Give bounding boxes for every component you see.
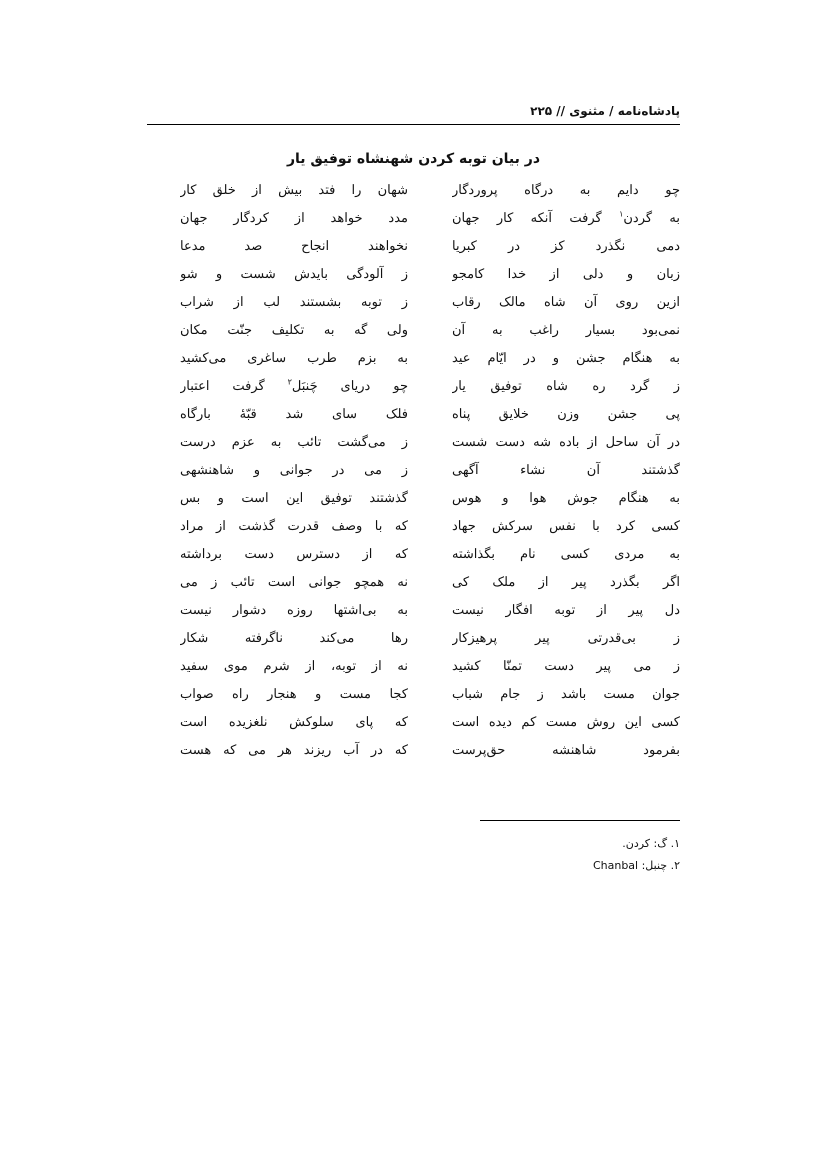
hemistich-left: ز آلودگی بایدش شست و شو (180, 267, 408, 282)
hemistich-right: گذشتند آن نشاء آگهی (452, 463, 680, 478)
couplet (180, 204, 680, 234)
hemistich-right: در آن ساحل از باده شه دست شست (452, 435, 680, 450)
couplet (180, 736, 680, 766)
hemistich-left: شهان را فتد بیش از خلق کار (180, 183, 408, 198)
hemistich-right: به مردی کسی نام بگذاشته (452, 547, 680, 562)
couplet (180, 260, 680, 290)
running-header: پادشاه‌نامه / مثنوی // ۲۲۵ (530, 104, 680, 118)
hemistich-left: ز توبه بشستند لب از شراب (180, 295, 408, 310)
hemistich-right: چو دایم به درگاه پروردگار (452, 183, 680, 198)
couplet (180, 652, 680, 682)
hemistich-left: ز می‌گشت تائب به عزم درست (180, 435, 408, 450)
footnote-marker: ۱ (619, 209, 624, 219)
hemistich-left: به بی‌اشتها روزه دشوار نیست (180, 603, 408, 618)
couplet (180, 484, 680, 514)
couplet (180, 540, 680, 570)
header-rule (147, 124, 680, 125)
hemistich-right: بفرمود شاهنشه حق‌پرست (452, 743, 680, 758)
hemistich-left: نه از توبه، از شرم موی سفید (180, 659, 408, 674)
couplet (180, 512, 680, 542)
hemistich-right: دل پیر از توبه افگار نیست (452, 603, 680, 618)
hemistich-right: ز بی‌قدرتی پیر پرهیزکار (452, 631, 680, 646)
couplet (180, 232, 680, 262)
section-title: در بیان توبه کردن شهنشاه توفیق یار (286, 151, 541, 167)
hemistich-right: کسی این روش مست کم دیده است (452, 715, 680, 730)
hemistich-left: که پای سلوکش نلغزیده است (180, 715, 408, 730)
hemistich-left: گذشتند توفیق این است و بس (180, 491, 408, 506)
couplet (180, 288, 680, 318)
couplet (180, 456, 680, 486)
hemistich-right: ز می پیر دست تمنّا کشید (452, 659, 680, 674)
hemistich-right: به گردن$^۱$ گرفت آنکه کار جهان (452, 209, 680, 226)
hemistich-right: کسی کرد با نفس سرکش جهاد (452, 519, 680, 534)
couplet (180, 372, 680, 402)
footnote-marker: ۲ (287, 377, 292, 387)
hemistich-left: که با وصف قدرت گذشت از مراد (180, 519, 408, 534)
poem (180, 176, 680, 756)
hemistich-left: که از دسترس دست برداشته (180, 547, 408, 562)
hemistich-left: رها می‌کند ناگرفته شکار (180, 631, 408, 646)
couplet (180, 176, 680, 206)
footnote: ۱. گ: کردن. (622, 837, 680, 850)
couplet (180, 316, 680, 346)
hemistich-right: نمی‌بود بسیار راغب به آن (452, 323, 680, 338)
hemistich-left: کجا مست و هنجار راه صواب (180, 687, 408, 702)
footnotes (380, 833, 680, 877)
hemistich-left: نه همچو جوانی است تائب ز می (180, 575, 408, 590)
hemistich-left: نخواهند انجاح صد مدعا (180, 239, 408, 254)
couplet (180, 400, 680, 430)
couplet (180, 708, 680, 738)
footnote: ۲. چنبل: Chanbal (592, 859, 680, 872)
couplet (180, 428, 680, 458)
couplet (180, 568, 680, 598)
hemistich-right: زبان و دلی از خدا کامجو (452, 267, 680, 282)
hemistich-right: دمی نگذرد کز در کبریا (452, 239, 680, 254)
hemistich-right: پی جشن وزن خلایق پناه (452, 407, 680, 422)
hemistich-left: که در آب ریزند هر می که هست (180, 743, 408, 758)
hemistich-right: ز گرد ره شاه توفیق یار (452, 379, 680, 394)
hemistich-left: ولی گه به تکلیف جنّت مکان (180, 323, 408, 338)
hemistich-left: چو دریای چَنبَل$^۲$ گرفت اعتبار (180, 377, 408, 394)
hemistich-right: اگر بگذرد پیر از ملک کی (452, 575, 680, 590)
hemistich-left: فلک سای شد قبّهٔ بارگاه (180, 407, 408, 422)
hemistich-right: به هنگام جشن و در ایّام عید (452, 351, 680, 366)
hemistich-left: مدد خواهد از کردگار جهان (180, 211, 408, 226)
hemistich-right: به هنگام جوش هوا و هوس (452, 491, 680, 506)
couplet (180, 596, 680, 626)
hemistich-right: جوان مست باشد ز جام شباب (452, 687, 680, 702)
couplet (180, 344, 680, 374)
hemistich-left: ز می در جوانی و شاهنشهی (180, 463, 408, 478)
footnote-rule (480, 820, 680, 821)
hemistich-left: به بزم طرب ساغری می‌کشید (180, 351, 408, 366)
couplet (180, 624, 680, 654)
couplet (180, 680, 680, 710)
hemistich-right: ازین روی آن شاه مالک رقاب (452, 295, 680, 310)
